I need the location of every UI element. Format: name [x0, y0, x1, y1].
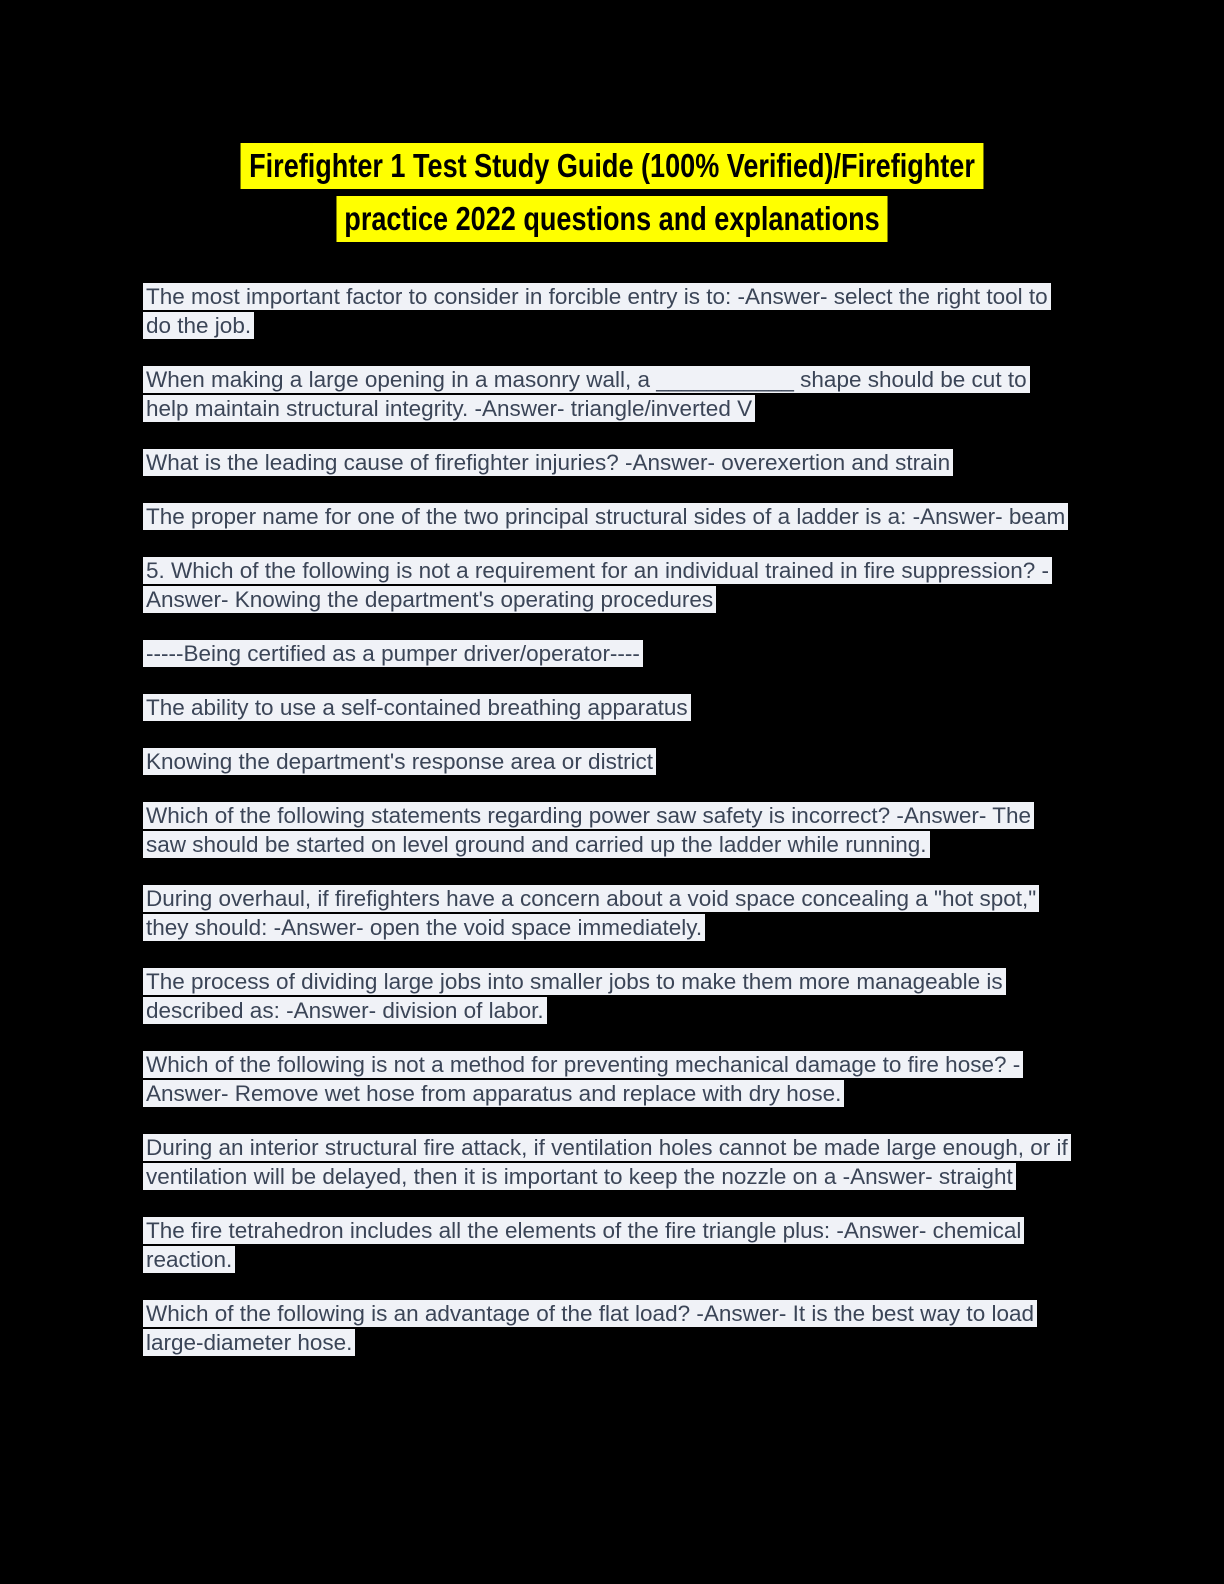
- qa-paragraph: [143, 448, 1073, 477]
- title-line-2: [110, 196, 1114, 242]
- qa-paragraph-text: When making a large opening in a masonry wall, a ___________ shape should be cut to help maintain structural integrity. -Answer- triangle/inverted V: [143, 366, 1030, 422]
- title-highlight-1: Firefighter 1 Test Study Guide (100% Verified)/Firefighter: [241, 143, 983, 189]
- qa-paragraph: [143, 967, 1073, 1025]
- qa-paragraph-text: Which of the following is an advantage of the flat load? -Answer- It is the best way to load large-diameter hose.: [143, 1300, 1037, 1356]
- qa-paragraph-text: Knowing the department's response area or district: [143, 748, 656, 775]
- qa-paragraph-text: During an interior structural fire attack, if ventilation holes cannot be made large enough, or if ventilation will be delayed, then it is important to keep the nozzle on a -Answer- straight: [143, 1134, 1071, 1190]
- qa-paragraph-text: The ability to use a self-contained breathing apparatus: [143, 694, 691, 721]
- qa-paragraph-text: What is the leading cause of firefighter injuries? -Answer- overexertion and strain: [143, 449, 953, 476]
- qa-paragraph: [143, 1050, 1073, 1108]
- qa-paragraph-text: The proper name for one of the two principal structural sides of a ladder is a: -Answer- beam: [143, 503, 1068, 530]
- question-answer-list: [143, 282, 1073, 1357]
- qa-paragraph: [143, 639, 1073, 668]
- qa-paragraph: [143, 502, 1073, 531]
- qa-paragraph: [143, 801, 1073, 859]
- qa-paragraph-text: Which of the following statements regarding power saw safety is incorrect? -Answer- The saw should be started on level ground and carried up the ladder while running.: [143, 802, 1034, 858]
- qa-paragraph: [143, 1216, 1073, 1274]
- qa-paragraph: [143, 365, 1073, 423]
- qa-paragraph: [143, 747, 1073, 776]
- qa-paragraph-text: The fire tetrahedron includes all the elements of the fire triangle plus: -Answer- chemical reaction.: [143, 1217, 1024, 1273]
- qa-paragraph: [143, 693, 1073, 722]
- document-title: [110, 0, 1114, 242]
- qa-paragraph-text: 5. Which of the following is not a requirement for an individual trained in fire suppression? -Answer- Knowing the department's operating procedures: [143, 557, 1052, 613]
- qa-paragraph: [143, 884, 1073, 942]
- title-line-1: [110, 143, 1114, 189]
- qa-paragraph-text: Which of the following is not a method for preventing mechanical damage to fire hose? -Answer- Remove wet hose from apparatus and replace with dry hose.: [143, 1051, 1023, 1107]
- qa-paragraph: [143, 556, 1073, 614]
- qa-paragraph: [143, 282, 1073, 340]
- qa-paragraph: [143, 1133, 1073, 1191]
- qa-paragraph-text: -----Being certified as a pumper driver/operator----: [143, 640, 643, 667]
- title-highlight-2: practice 2022 questions and explanations: [336, 196, 888, 242]
- qa-paragraph: [143, 1299, 1073, 1357]
- qa-paragraph-text: The process of dividing large jobs into smaller jobs to make them more manageable is described as: -Answer- division of labor.: [143, 968, 1006, 1024]
- qa-paragraph-text: The most important factor to consider in forcible entry is to: -Answer- select the right tool to do the job.: [143, 283, 1051, 339]
- qa-paragraph-text: During overhaul, if firefighters have a concern about a void space concealing a "hot spot," they should: -Answer- open the void space immediately.: [143, 885, 1039, 941]
